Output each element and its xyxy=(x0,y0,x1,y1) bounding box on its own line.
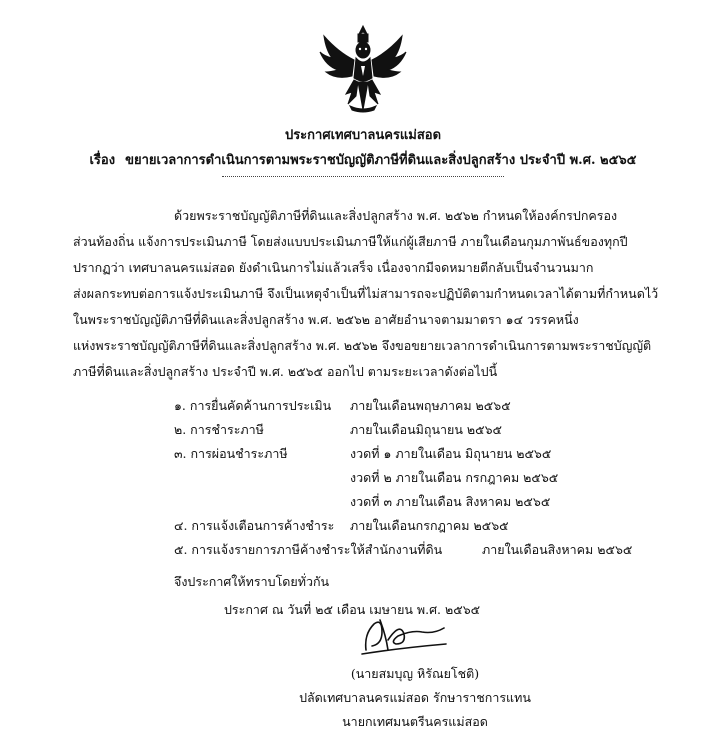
signatory-position: ปลัดเทศบาลนครแม่สอด รักษาราชการแทน xyxy=(299,690,531,705)
subject-text: ขยายเวลาการดำเนินการตามพระราชบัญญัติภาษีที่ดินและสิ่งปลูกสร้าง ประจำปี พ.ศ. ๒๕๖๕ xyxy=(125,153,637,168)
body-line-6: แห่งพระราชบัญญัติภาษีที่ดินและสิ่งปลูกสร้าง พ.ศ. ๒๕๖๒ จึงขอขยายเวลาการดำเนินการตามพระราชบัญญัติ xyxy=(73,338,652,353)
announcement-agency: ประกาศเทศบาลนครแม่สอด xyxy=(284,128,442,143)
closing-notice: จึงประกาศให้ทราบโดยทั่วกัน xyxy=(174,574,330,589)
schedule-label-1: ๑. การยื่นคัดค้านการประเมิน xyxy=(174,398,332,413)
handwritten-signature xyxy=(360,610,450,658)
schedule-value-7: ภายในเดือนสิงหาคม ๒๕๖๕ xyxy=(482,542,633,557)
schedule-value-3: งวดที่ ๑ ภายในเดือน มิถุนายน ๒๕๖๕ xyxy=(350,446,552,461)
body-line-4: ส่งผลกระทบต่อการแจ้งประเมินภาษี จึงเป็นเหตุจำเป็นที่ไม่สามารถจะปฏิบัติตามกำหนดเวลาได้ตามที่กำหนดไว้ xyxy=(73,286,659,301)
dotted-divider xyxy=(222,176,504,177)
schedule-value-4: งวดที่ ๒ ภายในเดือน กรกฎาคม ๒๕๖๕ xyxy=(350,470,559,485)
schedule-label-2: ๒. การชำระภาษี xyxy=(174,422,264,437)
body-line-1: ด้วยพระราชบัญญัติภาษีที่ดินและสิ่งปลูกสร้าง พ.ศ. ๒๕๖๒ กำหนดให้องค์กรปกครอง xyxy=(174,208,618,223)
announcement-date: ประกาศ ณ วันที่ ๒๕ เดือน เมษายน พ.ศ. ๒๕๖๕ xyxy=(224,602,481,617)
garuda-emblem-icon xyxy=(318,22,408,114)
schedule-value-2: ภายในเดือนมิถุนายน ๒๕๖๕ xyxy=(350,422,502,437)
schedule-label-7: ๕. การแจ้งรายการภาษีค้างชำระให้สำนักงานที่ดิน xyxy=(174,542,443,557)
schedule-value-1: ภายในเดือนพฤษภาคม ๒๕๖๕ xyxy=(350,398,511,413)
signatory-title: นายกเทศมนตรีนครแม่สอด xyxy=(342,714,488,729)
schedule-label-3: ๓. การผ่อนชำระภาษี xyxy=(174,446,288,461)
signatory-name: (นายสมบุญ หิรัณยโชติ) xyxy=(350,666,480,681)
announcement-subject xyxy=(0,149,726,170)
schedule-value-5: งวดที่ ๓ ภายในเดือน สิงหาคม ๒๕๖๕ xyxy=(350,494,551,509)
subject-label: เรื่อง xyxy=(89,153,116,168)
body-line-2: ส่วนท้องถิ่น แจ้งการประเมินภาษี โดยส่งแบบประเมินภาษีให้แก่ผู้เสียภาษี ภายในเดือนกุมภาพันธ์ของทุกปี xyxy=(73,234,628,249)
body-line-5: ในพระราชบัญญัติภาษีที่ดินและสิ่งปลูกสร้าง พ.ศ. ๒๕๖๒ อาศัยอำนาจตามมาตรา ๑๔ วรรคหนึ่ง xyxy=(73,312,579,327)
schedule-label-6: ๔. การแจ้งเตือนการค้างชำระ xyxy=(174,518,335,533)
schedule-value-6: ภายในเดือนกรกฎาคม ๒๕๖๕ xyxy=(350,518,509,533)
body-line-3: ปรากฏว่า เทศบาลนครแม่สอด ยังดำเนินการไม่แล้วเสร็จ เนื่องจากมีจดหมายตีกลับเป็นจำนวนมาก xyxy=(73,260,594,275)
body-line-7: ภาษีที่ดินและสิ่งปลูกสร้าง ประจำปี พ.ศ. ๒๕๖๕ ออกไป ตามระยะเวลาดังต่อไปนี้ xyxy=(73,364,498,379)
